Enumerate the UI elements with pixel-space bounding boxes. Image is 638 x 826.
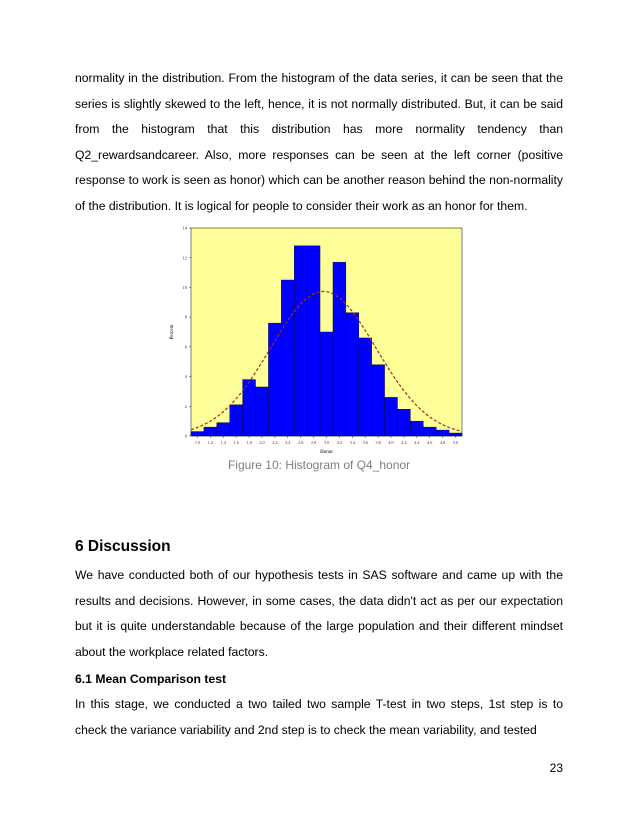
histogram-bar: [372, 365, 385, 436]
x-tick-label: 5.0: [452, 440, 459, 445]
histogram-bar: [191, 432, 204, 436]
x-tick-label: 2.6: [298, 440, 304, 445]
x-tick-label: 2.4: [285, 440, 291, 445]
discussion-paragraph: We have conducted both of our hypothesis tests in SAS software and came up with the results and decisions. However, in some cases, the data didn't act as per our expectation but it is quite understandable because of the large population and their different mindset about the workplace related factors.: [75, 568, 563, 659]
y-tick-label: 4: [184, 374, 187, 380]
x-tick-label: 3.8: [375, 440, 381, 445]
histogram-bar: [230, 405, 243, 436]
histogram-bar: [423, 427, 436, 436]
histogram-bar: [307, 246, 320, 436]
x-tick-label: 3.2: [336, 440, 343, 445]
x-tick-label: 2.8: [310, 440, 317, 445]
histogram-bar: [294, 246, 307, 436]
page-number: 23: [549, 761, 563, 775]
histogram-bar: [243, 380, 256, 436]
x-tick-label: 1.2: [207, 440, 213, 445]
x-tick-label: 4.2: [401, 440, 407, 445]
y-tick-label: 8: [184, 314, 187, 320]
histogram-bar: [449, 433, 462, 436]
histogram-bar: [397, 409, 410, 436]
x-tick-label: 3.0: [323, 440, 330, 445]
intro-paragraph: normality in the distribution. From the histogram of the data series, it can be seen that the series is slightly skewed to the left, hence, it is not normally distributed. But, it can be said from the histogram that this distribution has more normality tendency than Q2_rewardsandcareer. Also, more responses can be seen at the left corner (positive response to work is seen as honor) which can be another reason behind the non-normality of the distribution. It is logical for people to consider their work as an honor for them.: [75, 71, 563, 213]
y-tick-label: 14: [182, 225, 187, 231]
histogram-bar: [333, 262, 346, 436]
x-tick-label: 4.8: [440, 440, 446, 445]
histogram-bar: [217, 423, 230, 436]
x-tick-label: 2.0: [259, 440, 265, 445]
x-tick-label: 1.0: [194, 440, 201, 445]
y-tick-label: 2: [184, 403, 187, 409]
histogram-bar: [436, 430, 449, 436]
x-axis-label: Honor: [320, 450, 333, 455]
figure-caption: Figure 10: Histogram of Q4_honor: [227, 458, 411, 472]
x-tick-label: 4.6: [427, 440, 433, 445]
y-tick-label: 6: [184, 344, 187, 350]
histogram-bar: [359, 338, 372, 436]
x-tick-label: 1.8: [246, 440, 252, 445]
x-tick-label: 3.6: [362, 440, 368, 445]
x-tick-label: 1.6: [233, 440, 239, 445]
y-axis-label: Percent: [170, 324, 175, 340]
subsection-heading: 6.1 Mean Comparison test: [75, 672, 227, 686]
x-tick-label: 4.0: [388, 440, 394, 445]
histogram-bar: [346, 313, 359, 436]
histogram-figure: [165, 222, 465, 464]
y-tick-label: 12: [182, 255, 187, 261]
y-tick-label: 0: [184, 433, 187, 439]
mean-test-paragraph: In this stage, we conducted a two tailed two sample T-test in two steps, 1st step is to check the variance variability and 2nd step is to check the mean variability, and tested: [75, 697, 563, 737]
x-tick-label: 3.4: [349, 440, 355, 445]
section-heading: 6 Discussion: [75, 538, 171, 555]
histogram-bar: [320, 332, 333, 436]
x-tick-label: 1.4: [220, 440, 226, 445]
histogram-bar: [410, 421, 423, 436]
histogram-bar: [281, 280, 294, 436]
x-tick-label: 4.4: [414, 440, 420, 445]
histogram-bar: [256, 387, 269, 436]
histogram-bar: [385, 397, 398, 436]
x-tick-label: 2.2: [272, 440, 278, 445]
y-tick-label: 10: [182, 285, 187, 291]
histogram-bar: [204, 427, 217, 436]
